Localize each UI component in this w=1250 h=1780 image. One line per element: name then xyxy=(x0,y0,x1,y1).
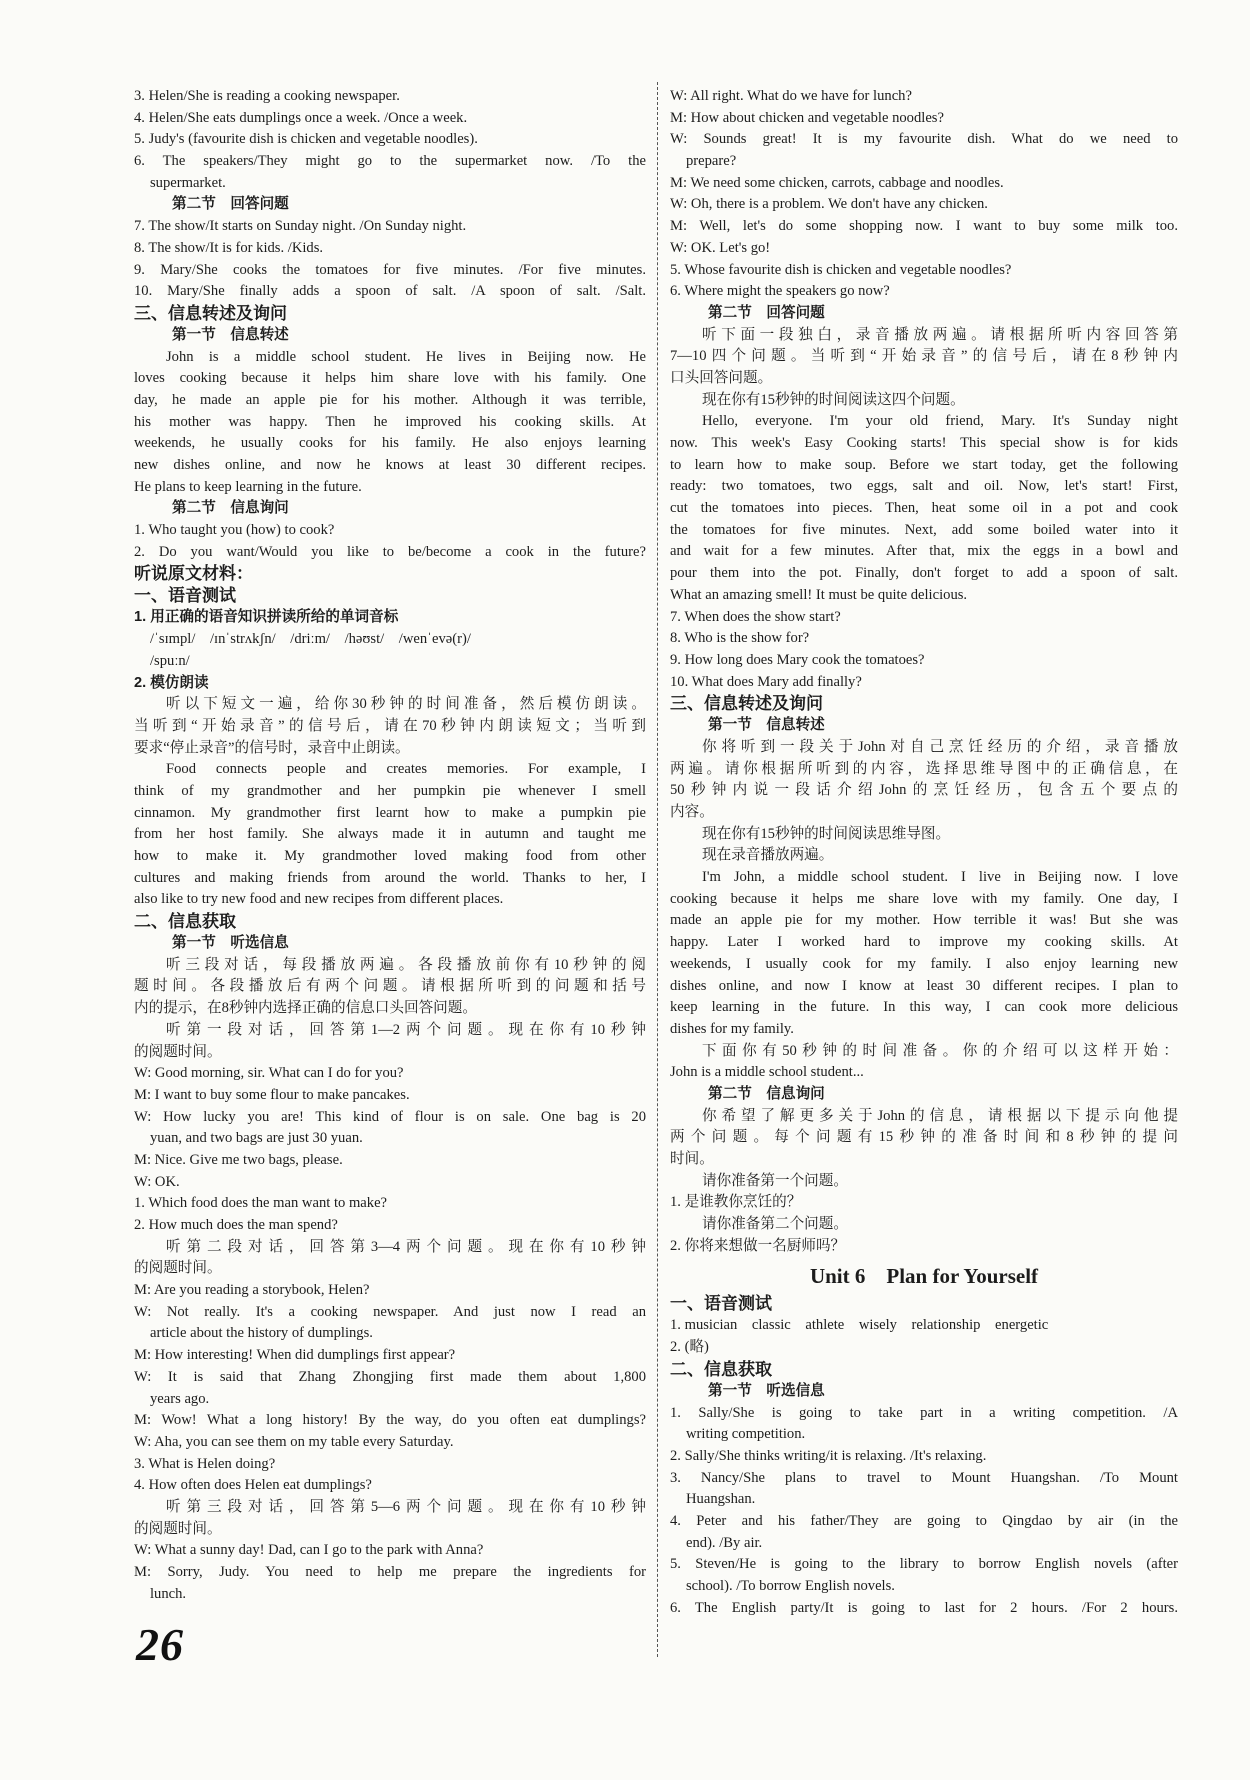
text-line: 的阅题时间。 xyxy=(134,1520,222,1537)
text-line: 内容。 xyxy=(670,804,714,820)
text-line: W: How lucky you are! This kind of flour is on sale. One bag is 20 xyxy=(134,1108,646,1125)
text-line: 4. Peter and his father/They are going to Qingdao by air (in the xyxy=(670,1512,1178,1529)
text-line: M: How interesting! When did dumplings first appear? xyxy=(134,1347,456,1364)
text-line: 听第二段对话，回答第3—4两个问题。现在你有10秒钟 xyxy=(166,1238,646,1255)
text-line: 6. The speakers/They might go to the supermarket now. /To the xyxy=(134,153,646,170)
text-line: yuan, and two bags are just 30 yuan. xyxy=(150,1130,363,1147)
text-line: 题时间。各段播放后有两个问题。请根据所听到的问题和括号 xyxy=(134,978,646,995)
subsection-heading: 2. 模仿朗读 xyxy=(134,674,209,691)
text-line: 1. Which food does the man want to make? xyxy=(134,1195,388,1212)
section-heading: 听说原文材料： xyxy=(134,564,253,584)
text-line: W: Oh, there is a problem. We don't have any chicken. xyxy=(670,196,988,213)
text-line: 10. What does Mary add finally? xyxy=(670,673,862,690)
text-line: /ˈsɪmpl/ /ɪnˈstrʌkʃn/ /driːm/ /həʊst/ /wenˈevə(r)/ xyxy=(150,631,471,648)
text-line: 5. Steven/He is going to the library to borrow English novels (after xyxy=(670,1556,1178,1573)
text-line: 4. How often does Helen eat dumplings? xyxy=(134,1477,372,1494)
text-line: 你将听到一段关于John对自己烹饪经历的介绍，录音播放 xyxy=(702,738,1178,755)
text-line: and wait for a few minutes. After that, mix the eggs in a bowl and xyxy=(670,543,1178,560)
column-divider xyxy=(657,82,658,1657)
text-line: M: Are you reading a storybook, Helen? xyxy=(134,1282,370,1299)
text-line: day, he made an apple pie for his mother. Although it was terrible, xyxy=(134,391,646,408)
text-line: 听第三段对话，回答第5—6两个问题。现在你有10秒钟 xyxy=(166,1498,646,1515)
text-line: 的阅题时间。 xyxy=(134,1260,222,1277)
text-line: W: Not really. It's a cooking newspaper. And just now I read an xyxy=(134,1303,646,1320)
text-line: 50秒钟内说一段话介绍John的烹饪经历，包含五个要点的 xyxy=(670,782,1178,799)
text-line: He plans to keep learning in the future. xyxy=(134,478,362,495)
text-line: M: How about chicken and vegetable noodles? xyxy=(670,109,944,126)
text-line: I'm John, a middle school student. I live in Beijing now. I love xyxy=(702,869,1178,886)
section-heading: 一、语音测试 xyxy=(134,586,236,606)
text-line: 听以下短文一遍，给你30秒钟的时间准备，然后模仿朗读。 xyxy=(166,696,646,713)
text-line: W: Aha, you can see them on my table every Saturday. xyxy=(134,1433,454,1450)
text-line: 时间。 xyxy=(670,1151,714,1167)
text-line: ready: two tomatoes, two eggs, salt and oil. Now, let's start! First, xyxy=(670,478,1178,495)
text-line: weekends, I usually cook for my family. I also enjoy learning new xyxy=(670,955,1178,972)
text-line: W: Sounds great! It is my favourite dish. What do we need to xyxy=(670,131,1178,148)
text-line: 3. Nancy/She plans to travel to Mount Huangshan. /To Mount xyxy=(670,1469,1178,1486)
page-number: 26 xyxy=(136,1619,184,1670)
text-line: 口头回答问题。 xyxy=(670,369,773,386)
text-line: new dishes online, and now he knows at least 30 different recipes. xyxy=(134,457,646,473)
text-line: how to make it. My grandmother loved making food from other xyxy=(134,848,646,864)
text-line: 8. Who is the show for? xyxy=(670,630,810,647)
subsection-heading: 1. 用正确的语音知识拼读所给的单词音标 xyxy=(134,609,399,626)
subsection-heading: 第一节 听选信息 xyxy=(172,935,289,952)
text-line: 6. Where might the speakers go now? xyxy=(670,283,890,300)
text-line: 2. Do you want/Would you like to be/become a cook in the future? xyxy=(134,543,646,560)
text-line: 现在你有15秒钟的时间阅读思维导图。 xyxy=(702,825,951,842)
text-line: cut the tomatoes into pieces. Then, heat some oil in a pot and cook xyxy=(670,500,1178,517)
subsection-heading: 第二节 信息询问 xyxy=(172,500,289,517)
text-line: /spuːn/ xyxy=(150,652,190,669)
text-line: cinnamon. My grandmother first learnt how to make a pumpkin pie xyxy=(134,804,646,821)
text-line: W: All right. What do we have for lunch? xyxy=(670,88,912,104)
left-column xyxy=(134,86,646,1605)
text-line: to learn how to make soup. Before we start today, get the following xyxy=(670,456,1178,473)
text-line: made an apple pie for my mother. How terrible it was! But she was xyxy=(670,912,1178,929)
text-line: weekends, he usually cooks for his family. He also enjoys learning xyxy=(134,435,646,452)
text-line: 两遍。请你根据所听到的内容，选择思维导图中的正确信息，在 xyxy=(670,760,1178,777)
text-line: his mother was happy. Then he improved his cooking skills. At xyxy=(134,413,646,430)
right-column xyxy=(670,86,1178,1619)
text-line: 现在录音播放两遍。 xyxy=(702,847,834,864)
text-line: 听三段对话，每段播放两遍。各段播放前你有10秒钟的阅 xyxy=(166,956,646,973)
text-line: end). /By air. xyxy=(686,1534,763,1551)
text-line: John is a middle school student. He lives in Beijing now. He xyxy=(166,348,646,365)
text-line: dishes online, and now I know at least 30 different recipes. I plan to xyxy=(670,977,1178,994)
text-line: 的阅题时间。 xyxy=(134,1043,222,1060)
text-line: 1. musician classic athlete wisely relationship energetic xyxy=(670,1317,1049,1334)
text-line: 5. Judy's (favourite dish is chicken and vegetable noodles). xyxy=(134,131,478,148)
text-line: 请你准备第一个问题。 xyxy=(702,1172,848,1189)
text-line: think of my grandmother and her pumpkin pie whenever I smell xyxy=(134,782,646,799)
text-line: W: OK. xyxy=(134,1173,180,1190)
text-line: prepare? xyxy=(686,153,737,170)
text-line: the tomatoes for five minutes. Next, add some boiled water into it xyxy=(670,521,1178,538)
text-line: 2. How much does the man spend? xyxy=(134,1217,338,1233)
text-line: W: What a sunny day! Dad, can I go to the park with Anna? xyxy=(134,1542,484,1559)
text-line: M: Nice. Give me two bags, please. xyxy=(134,1151,343,1168)
subsection-heading: 第一节 信息转述 xyxy=(708,717,825,734)
text-line: cooking because it helps me share love with my family. One day, I xyxy=(670,890,1178,907)
text-line: M: I want to buy some flour to make pancakes. xyxy=(134,1086,410,1103)
text-line: 下面你有50秒钟的时间准备。你的介绍可以这样开始： xyxy=(702,1042,1178,1059)
text-line: 你希望了解更多关于John的信息，请根据以下提示向他提 xyxy=(702,1107,1178,1124)
text-line: 1. 是谁教你烹饪的？ xyxy=(670,1194,802,1211)
text-line: 现在你有15秒钟的时间阅读这四个问题。 xyxy=(702,391,965,408)
text-line: loves cooking because it helps him share love with his family. One xyxy=(134,370,646,387)
text-line: also like to try new food and new recipes from different places. xyxy=(134,891,504,908)
text-line: Hello, everyone. I'm your old friend, Mary. It's Sunday night xyxy=(702,413,1178,430)
text-line: W: Good morning, sir. What can I do for you? xyxy=(134,1065,404,1082)
subsection-heading: 第二节 回答问题 xyxy=(708,304,825,321)
text-line: M: Sorry, Judy. You need to help me prepare the ingredients for xyxy=(134,1564,646,1580)
text-line: supermarket. xyxy=(150,174,226,191)
text-line: 两个问题。每个问题有15秒钟的准备时间和8秒钟的提问 xyxy=(670,1129,1178,1146)
text-line: 2. Sally/She thinks writing/it is relaxing. /It's relaxing. xyxy=(670,1447,987,1464)
text-line: 当听到“开始录音”的信号后，请在70秒钟内朗读短文；当听到 xyxy=(134,717,646,734)
text-line: years ago. xyxy=(150,1390,210,1407)
subsection-heading: 第一节 信息转述 xyxy=(172,326,289,343)
text-line: Huangshan. xyxy=(686,1491,756,1508)
section-heading: 三、信息转述及询问 xyxy=(134,303,287,323)
subsection-heading: 第二节 回答问题 xyxy=(172,196,289,213)
text-line: lunch. xyxy=(150,1585,187,1602)
text-line: Food connects people and creates memories. For example, I xyxy=(166,761,646,778)
text-line: pour them into the pot. Finally, don't forget to add a spoon of salt. xyxy=(670,565,1178,582)
text-line: 要求“停止录音”的信号时，录音中止朗读。 xyxy=(134,739,410,756)
text-line: 1. Sally/She is going to take part in a writing competition. /A xyxy=(670,1404,1178,1421)
text-line: cultures and making friends from around the world. Thanks to her, I xyxy=(134,869,646,886)
text-line: keep learning in the future. In this way, I can cook more delicious xyxy=(670,999,1178,1016)
text-line: 6. The English party/It is going to last for 2 hours. /For 2 hours. xyxy=(670,1599,1178,1616)
text-line: What an amazing smell! It must be quite delicious. xyxy=(670,586,968,603)
text-line: W: It is said that Zhang Zhongjing first made them about 1,800 xyxy=(134,1368,646,1385)
text-line: 5. Whose favourite dish is chicken and vegetable noodles? xyxy=(670,261,1012,278)
text-line: M: Well, let's do some shopping now. I want to buy some milk too. xyxy=(670,218,1178,235)
subsection-heading: 第一节 听选信息 xyxy=(708,1382,825,1399)
text-line: John is a middle school student... xyxy=(670,1064,864,1081)
text-line: now. This week's Easy Cooking starts! This special show is for kids xyxy=(670,435,1178,451)
section-heading: 二、信息获取 xyxy=(670,1359,772,1379)
text-line: M: We need some chicken, carrots, cabbage and noodles. xyxy=(670,174,1004,191)
text-line: 1. Who taught you (how) to cook? xyxy=(134,522,335,539)
text-line: 2. 你将来想做一名厨师吗？ xyxy=(670,1237,846,1254)
text-line: 内的提示，在8秒钟内选择正确的信息口头回答问题。 xyxy=(134,1000,477,1017)
text-line: school). /To borrow English novels. xyxy=(686,1578,895,1594)
subsection-heading: 第二节 信息询问 xyxy=(708,1085,825,1102)
text-line: W: OK. Let's go! xyxy=(670,239,771,256)
text-line: 7. The show/It starts on Sunday night. /On Sunday night. xyxy=(134,218,467,235)
text-line: 听下面一段独白，录音播放两遍。请根据所听内容回答第 xyxy=(702,326,1178,343)
text-line: 7. When does the show start? xyxy=(670,608,841,625)
text-line: 9. Mary/She cooks the tomatoes for five minutes. /For five minutes. xyxy=(134,261,646,278)
unit-title: Unit 6 Plan for Yourself xyxy=(809,1264,1039,1289)
text-line: 听第一段对话，回答第1—2两个问题。现在你有10秒钟 xyxy=(166,1021,646,1038)
text-line: 请你准备第二个问题。 xyxy=(702,1216,848,1233)
text-line: 8. The show/It is for kids. /Kids. xyxy=(134,239,324,256)
text-line: 10. Mary/She finally adds a spoon of salt. /A spoon of salt. /Salt. xyxy=(134,283,646,300)
text-line: dishes for my family. xyxy=(670,1020,794,1037)
text-line: 3. What is Helen doing? xyxy=(134,1455,276,1472)
text-line: 2. (略) xyxy=(670,1339,709,1356)
text-line: 3. Helen/She is reading a cooking newspaper. xyxy=(134,88,400,104)
text-line: M: Wow! What a long history! By the way, do you often eat dumplings? xyxy=(134,1412,646,1429)
text-line: 9. How long does Mary cook the tomatoes? xyxy=(670,651,925,668)
text-line: happy. Later I worked hard to improve my cooking skills. At xyxy=(670,934,1178,951)
text-line: from her host family. She always made it in autumn and taught me xyxy=(134,826,646,843)
section-heading: 三、信息转述及询问 xyxy=(670,694,823,714)
text-line: writing competition. xyxy=(686,1426,806,1443)
section-heading: 一、语音测试 xyxy=(670,1294,772,1314)
text-line: article about the history of dumplings. xyxy=(150,1325,373,1342)
text-line: 4. Helen/She eats dumplings once a week. /Once a week. xyxy=(134,109,468,126)
section-heading: 二、信息获取 xyxy=(134,912,236,932)
text-line: 7—10四个问题。当听到“开始录音”的信号后，请在8秒钟内 xyxy=(670,348,1178,365)
